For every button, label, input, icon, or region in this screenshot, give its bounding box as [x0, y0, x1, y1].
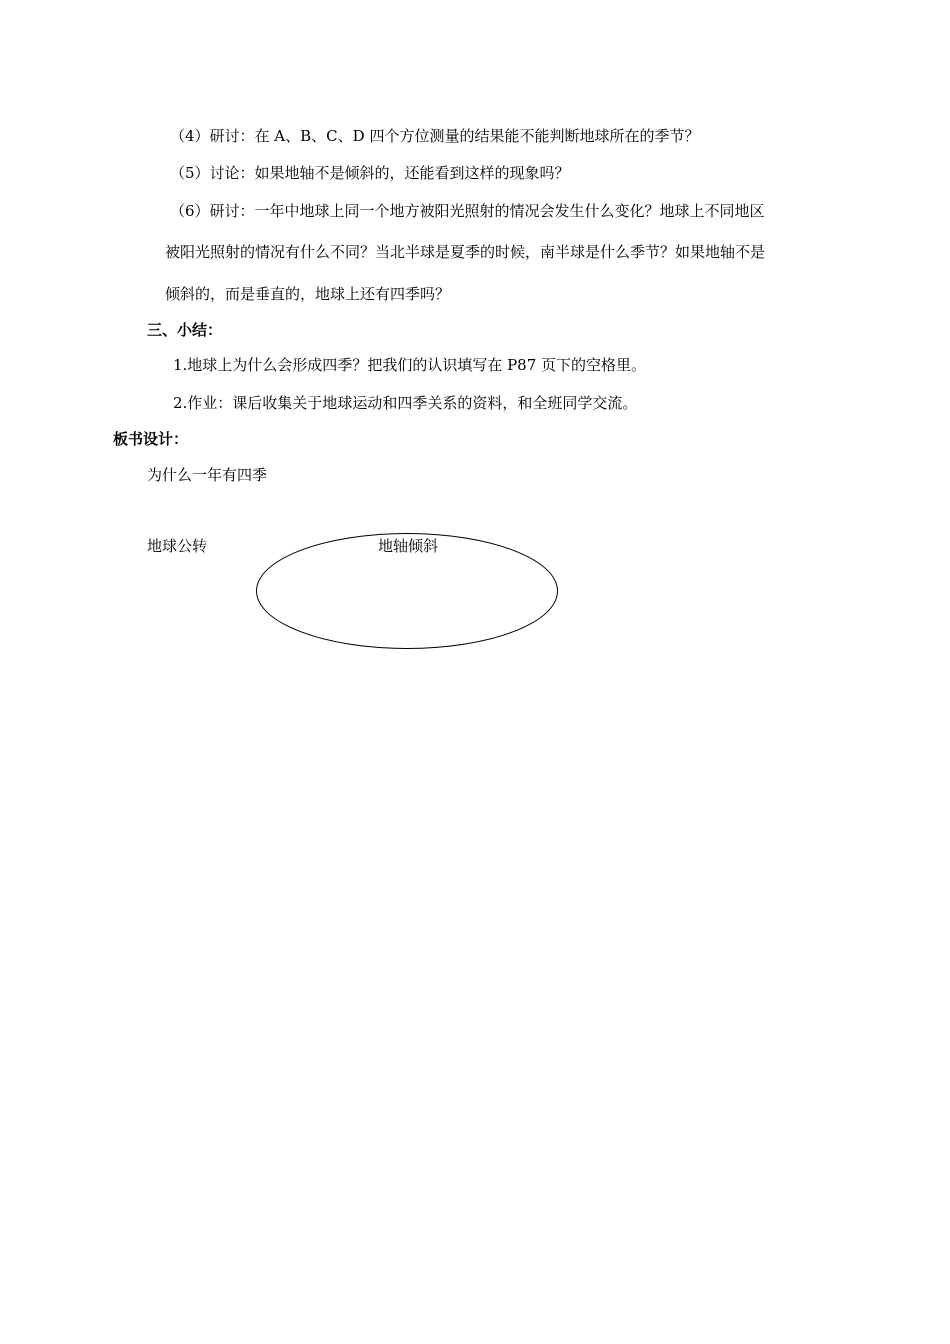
item-6-line-3: 倾斜的，而是垂直的，地球上还有四季吗？ — [165, 285, 451, 303]
item-6-line-1: （6）研讨：一年中地球上同一个地方被阳光照射的情况会发生什么变化？地球上不同地区 — [170, 202, 765, 220]
summary-heading: 三、小结： — [147, 321, 223, 339]
label-axis-tilt: 地轴倾斜 — [378, 537, 439, 555]
summary-point-1: 1.地球上为什么会形成四季？把我们的认识填写在 P87 页下的空格里。 — [173, 356, 647, 374]
item-4: （4）研讨：在 A、B、C、D 四个方位测量的结果能不能判断地球所在的季节？ — [170, 127, 700, 145]
item-6-line-2: 被阳光照射的情况有什么不同？当北半球是夏季的时候，南半球是什么季节？如果地轴不是 — [165, 243, 766, 261]
label-earth-revolution: 地球公转 — [147, 537, 208, 555]
board-design-heading: 板书设计： — [113, 430, 189, 448]
board-title: 为什么一年有四季 — [147, 466, 268, 484]
summary-point-2: 2.作业：课后收集关于地球运动和四季关系的资料，和全班同学交流。 — [173, 394, 638, 412]
item-5: （5）讨论：如果地轴不是倾斜的，还能看到这样的现象吗？ — [170, 164, 570, 182]
